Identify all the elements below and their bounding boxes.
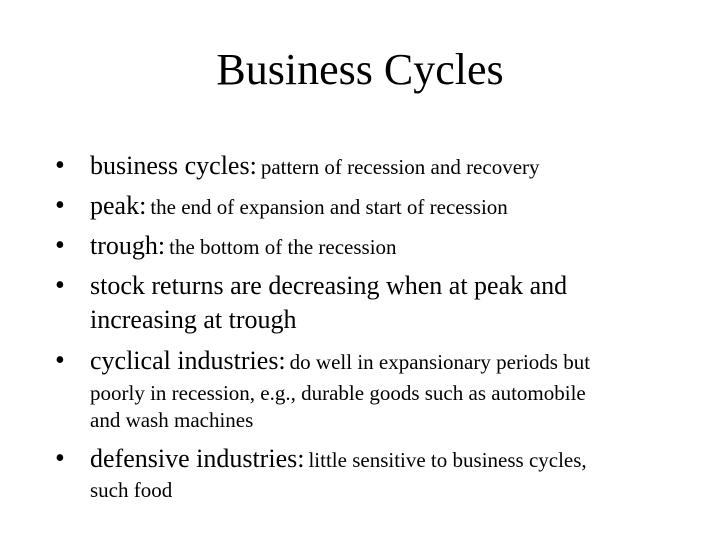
bullet-description: little sensitive to business cycles, [308, 448, 587, 472]
bullet-item-cyclical-industries [90, 345, 590, 381]
bullet-marker: • [55, 230, 65, 261]
bullet-marker: • [55, 190, 65, 221]
bullet-description: do well in expansionary periods but [289, 350, 591, 374]
bullet-continuation: and wash machines [90, 408, 254, 432]
bullet-term: cyclical industries: [90, 346, 286, 375]
bullet-term: defensive industries: [90, 444, 305, 473]
bullet-term: peak: [90, 191, 147, 220]
bullet-item-stock-returns-line1: stock returns are decreasing when at peak and [90, 271, 568, 300]
bullet-continuation: such food [90, 478, 173, 502]
slide-title: Business Cycles [216, 45, 504, 94]
bullet-marker: • [55, 270, 65, 301]
bullet-item-stock-returns-line2: increasing at trough [90, 305, 297, 334]
bullet-term: business cycles: [90, 151, 257, 180]
bullet-item-trough [90, 230, 397, 266]
bullet-term: trough: [90, 231, 166, 260]
bullet-item-business-cycles [90, 150, 540, 186]
bullet-marker: • [55, 150, 65, 181]
bullet-description: the end of expansion and start of recession [150, 195, 508, 219]
bullet-description: the bottom of the recession [169, 235, 397, 259]
bullet-description: pattern of recession and recovery [260, 155, 540, 179]
bullet-marker: • [55, 345, 65, 376]
bullet-continuation: poorly in recession, e.g., durable goods such as automobile [90, 381, 586, 405]
bullet-marker: • [55, 443, 65, 474]
bullet-item-peak [90, 190, 508, 226]
